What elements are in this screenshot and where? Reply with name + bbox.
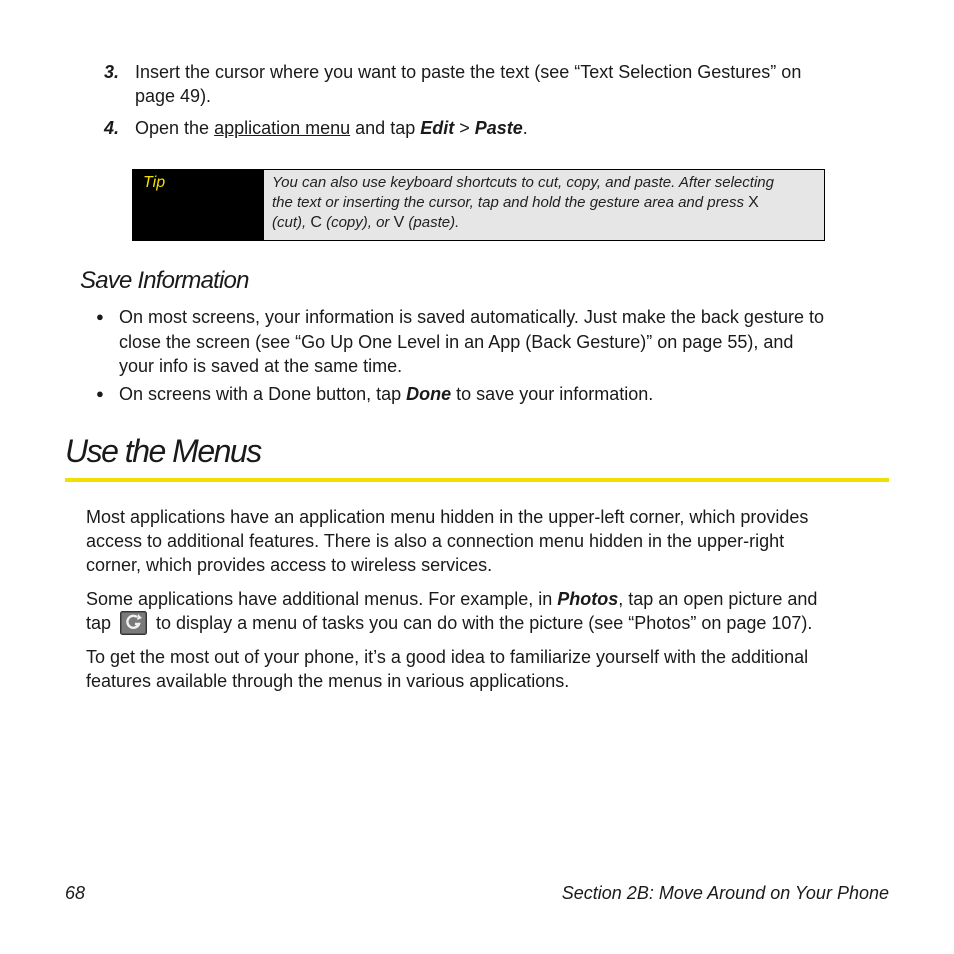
use-the-menus-heading: Use the Menus [65,433,261,469]
step-number: 4. [104,118,120,138]
paragraph [86,645,886,693]
edit-command: Edit [420,118,455,138]
tip-box [132,169,825,241]
paste-command: Paste [474,118,523,138]
paragraph-line: To get the most out of your phone, it’s a good idea to familiarize yourself with the additional [86,647,809,667]
step-text-part: and tap [350,118,421,138]
photos-app-name: Photos [557,589,619,609]
photo-menu-icon [120,611,147,635]
menu-separator: > [454,118,475,138]
tip-label: Tip [133,170,264,240]
bullet-line: On most screens, your information is saved automatically. Just make the back gesture to [119,307,824,327]
key-x: X [748,194,759,211]
step-text: page 49). [135,86,212,106]
application-menu-link[interactable]: application menu [214,118,351,138]
paragraph-text: , tap an open picture and [618,589,818,609]
bullet-text [119,382,884,407]
section-title: Section 2B: Move Around on Your Phone [561,883,889,903]
key-c: C [310,214,322,231]
paragraph-text: tap [86,613,117,633]
bullet-text-part: to save your information. [451,384,654,404]
paragraph-line [86,587,886,611]
tip-body [264,170,824,240]
tip-line [272,213,816,233]
tip-line [272,193,816,213]
tip-text: (paste). [404,214,460,231]
key-v: V [393,214,405,231]
bullet-line: your info is saved at the same time. [119,356,403,376]
tip-line: You can also use keyboard shortcuts to cut, copy, and paste. After selecting [272,174,774,191]
tip-text: (cut), [272,214,311,231]
step-text-part: . [522,118,528,138]
paragraph-line: features available through the menus in various applications. [86,671,570,691]
save-information-heading: Save Information [80,267,249,294]
step-number: 3. [104,62,120,82]
paragraph [86,587,886,635]
paragraph-line: Most applications have an application menu hidden in the upper-left corner, which provides [86,507,809,527]
step-text: Insert the cursor where you want to paste the text (see “Text Selection Gestures” on [135,62,802,82]
page-number: 68 [65,883,86,903]
tip-text: (copy), or [321,214,394,231]
paragraph-line [86,611,886,635]
paragraph [86,505,886,577]
bullet-dot: ● [96,386,104,401]
step-text-part: Open the [135,118,215,138]
bullet-line: close the screen (see “Go Up One Level in an App (Back Gesture)” on page 55), and [119,331,794,352]
paragraph-line: access to additional features. There is also a connection menu hidden in the upper-right [86,531,785,551]
bullet-dot: ● [96,309,104,324]
heading-rule [65,478,889,482]
bullet-text [119,305,884,379]
step-text [135,116,865,140]
paragraph-text: Some applications have additional menus. For example, in [86,589,558,609]
done-command: Done [406,384,452,404]
paragraph-text: to display a menu of tasks you can do with the picture (see “Photos” on page 107). [151,613,813,633]
bullet-text-part: On screens with a Done button, tap [119,384,407,404]
paragraph-line: corner, which provides access to wireless services. [86,555,493,575]
tip-text: the text or inserting the cursor, tap and hold the gesture area and press [272,194,749,211]
